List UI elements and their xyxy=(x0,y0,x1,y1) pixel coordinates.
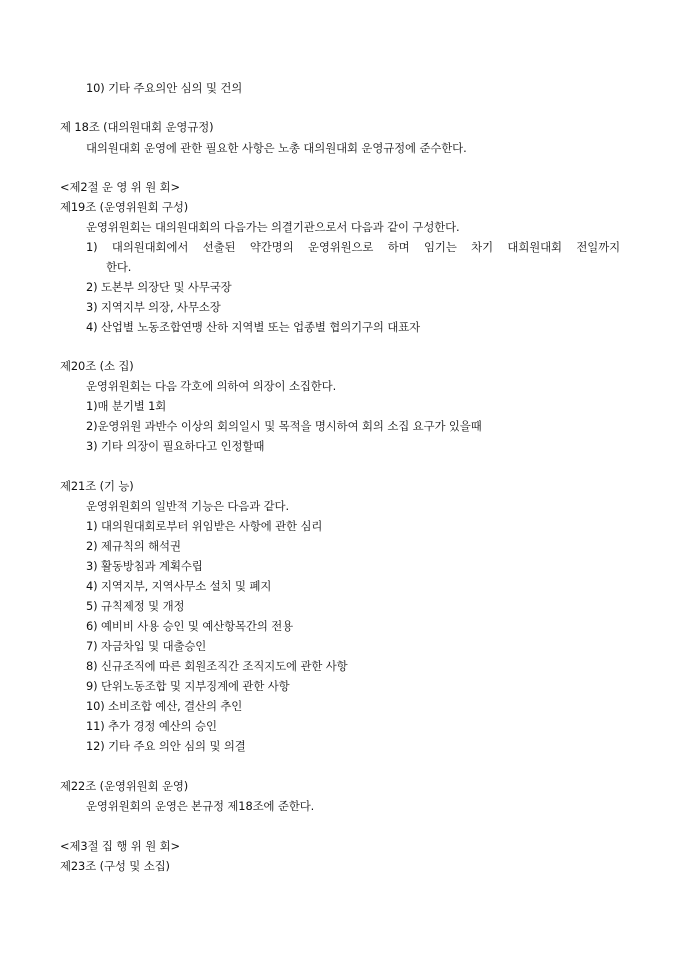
section-heading-3: <제3절 집 행 위 원 회> xyxy=(60,839,180,853)
list-item: 10) 기타 주요의안 심의 및 건의 xyxy=(86,81,243,95)
list-item: 3) 활동방침과 계획수립 xyxy=(86,559,203,573)
article-heading-19: 제19조 (운영위원회 구성) xyxy=(60,200,189,214)
article-heading-22: 제22조 (운영위원회 운영) xyxy=(60,779,189,793)
paragraph: 대의원대회 운영에 관한 필요한 사항은 노총 대의원대회 운영규정에 준수한다. xyxy=(86,141,467,155)
list-item: 1)매 분기별 1회 xyxy=(86,399,167,413)
paragraph: 운영위원회는 다음 각호에 의하여 의장이 소집한다. xyxy=(86,379,337,393)
list-item: 4) 지역지부, 지역사무소 설치 및 폐지 xyxy=(86,579,272,593)
paragraph: 운영위원회의 일반적 기능은 다음과 같다. xyxy=(86,499,289,513)
list-item: 10) 소비조합 예산, 결산의 추인 xyxy=(86,699,243,713)
list-item: 3) 기타 의장이 필요하다고 인정할때 xyxy=(86,439,265,453)
article-heading-23: 제23조 (구성 및 소집) xyxy=(60,859,170,873)
list-item: 9) 단위노동조합 및 지부징계에 관한 사항 xyxy=(86,679,290,693)
list-item: 12) 기타 주요 의안 심의 및 의결 xyxy=(86,739,246,753)
article-heading-20: 제20조 (소 집) xyxy=(60,359,134,373)
list-item: 11) 추가 경정 예산의 승인 xyxy=(86,719,217,733)
list-item: 5) 규칙제정 및 개정 xyxy=(86,599,185,613)
list-item: 1) 대의원대회에서 선출된 약간명의 운영위원으로 하며 임기는 차기 대희원대회 전일까지 xyxy=(86,240,620,254)
list-item: 2) 도본부 의장단 및 사무국장 xyxy=(86,280,232,294)
list-item: 4) 산업별 노동조합연맹 산하 지역별 또는 업종별 협의기구의 대표자 xyxy=(86,320,421,334)
list-item: 7) 자금차입 및 대출승인 xyxy=(86,639,207,653)
paragraph: 운영위원회의 운영은 본규정 제18조에 준한다. xyxy=(86,799,315,813)
list-item: 2)운영위원 과반수 이상의 회의일시 및 목적을 명시하여 회의 소집 요구가 있을때 xyxy=(86,419,482,433)
article-heading-21: 제21조 (기 능) xyxy=(60,479,134,493)
list-item: 8) 신규조직에 따른 회원조직간 조직지도에 관한 사항 xyxy=(86,659,348,673)
section-heading-2: <제2절 운 영 위 원 회> xyxy=(60,180,180,194)
article-heading-18: 제 18조 (대의원대회 운영규정) xyxy=(60,120,214,134)
list-item-continuation: 한다. xyxy=(106,260,132,274)
list-item: 6) 예비비 사용 승인 및 예산항목간의 전용 xyxy=(86,619,294,633)
list-item: 3) 지역지부 의장, 사무소장 xyxy=(86,300,221,314)
list-item: 2) 제규칙의 해석권 xyxy=(86,539,181,553)
list-item: 1) 대의원대회로부터 위임받은 사항에 관한 심리 xyxy=(86,519,323,533)
paragraph: 운영위원회는 대의원대회의 다음가는 의결기관으로서 다음과 같이 구성한다. xyxy=(86,220,460,234)
